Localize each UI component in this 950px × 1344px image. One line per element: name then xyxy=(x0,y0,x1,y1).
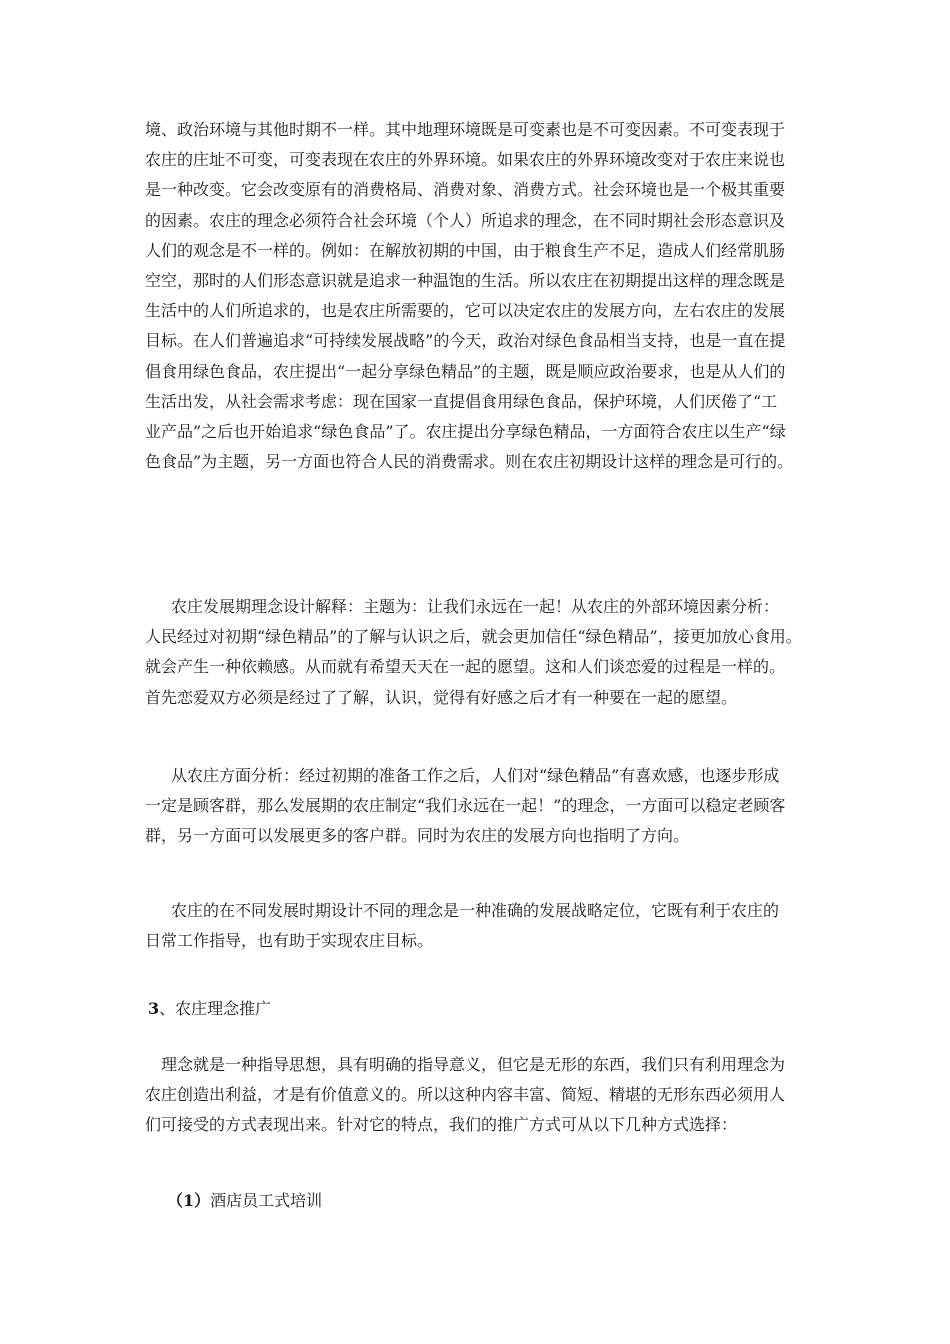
text-line: 们可接受的方式表现出来。针对它的特点，我们的推广方式可从以下几种方式选择： xyxy=(145,1115,738,1135)
text-line: 首先恋爱双方必须是经过了了解，认识，觉得有好感之后才有一种要在一起的愿望。 xyxy=(145,687,738,707)
text-line: 生活出发，从社会需求考虑：现在国家一直提倡食用绿色食品，保护环境，人们厌倦了“工 xyxy=(145,391,778,411)
text-line: 的因素。农庄的理念必须符合社会环境（个人）所追求的理念，在不同时期社会形态意识及 xyxy=(145,210,786,230)
subsection-number: （1） xyxy=(167,1191,211,1210)
section-number: 3 xyxy=(148,999,160,1018)
text-line: 倡食用绿色食品，农庄提出“一起分享绿色精品”的主题，既是顺应政治要求，也是从人们的 xyxy=(145,361,786,381)
paragraph-environment-analysis xyxy=(145,115,810,477)
text-line: 人们的观念是不一样的。例如：在解放初期的中国，由于粮食生产不足，造成人们经常肌肠 xyxy=(145,240,786,260)
text-line: 空空，那时的人们形态意识就是追求一种温饱的生活。所以农庄在初期提出这样的理念既是 xyxy=(145,270,786,290)
subsection-heading xyxy=(167,1188,322,1211)
section-heading xyxy=(148,996,271,1019)
text-line: 目标。在人们普遍追求“可持续发展战略”的今天，政治对绿色食品相当支持，也是一直在提 xyxy=(145,331,786,351)
text-line: 理念就是一种指导思想，具有明确的指导意义，但它是无形的东西，我们只有利用理念为 xyxy=(161,1055,786,1074)
text-line: 农庄创造出利益，才是有价值意义的。所以这种内容丰富、简短、精堪的无形东西必须用人 xyxy=(145,1085,786,1105)
paragraph-concept-promotion xyxy=(145,1050,810,1141)
text-line: 农庄的庄址不可变，可变表现在农庄的外界环境。如果农庄的外界环境改变对于农庄来说也 xyxy=(145,150,786,170)
paragraph-development-theme xyxy=(145,592,810,713)
text-line: 境、政治环境与其他时期不一样。其中地理环境既是可变素也是不可变因素。不可变表现于 xyxy=(145,120,786,139)
paragraph-strategy-summary xyxy=(145,896,810,956)
text-line: 农庄发展期理念设计解释：主题为：让我们永远在一起！从农庄的外部环境因素分析： xyxy=(171,597,780,616)
text-line: 色食品”为主题，另一方面也符合人民的消费需求。则在农庄初期设计这样的理念是可行的。 xyxy=(145,452,794,472)
section-title: 、农庄理念推广 xyxy=(159,999,272,1018)
text-line: 群，另一方面可以发展更多的客户群。同时为农庄的发展方向也指明了方向。 xyxy=(145,826,690,846)
text-line: 从农庄方面分析：经过初期的准备工作之后，人们对“绿色精品”有喜欢感，也逐步形成 xyxy=(171,766,780,785)
text-line: 农庄的在不同发展时期设计不同的理念是一种准确的发展战略定位，它既有利于农庄的 xyxy=(171,901,780,920)
text-line: 生活中的人们所追求的，也是农庄所需要的，它可以决定农庄的发展方向，左右农庄的发展 xyxy=(145,301,786,321)
text-line: 业产品”之后也开始追求“绿色食品”了。农庄提出分享绿色精品，一方面符合农庄以生产“绿 xyxy=(145,421,786,441)
text-line: 是一种改变。它会改变原有的消费格局、消费对象、消费方式。社会环境也是一个极其重要 xyxy=(145,180,786,200)
text-line: 日常工作指导，也有助于实现农庄目标。 xyxy=(145,931,434,951)
text-line: 就会产生一种依赖感。从而就有希望天天在一起的愿望。这和人们谈恋爱的过程是一样的。 xyxy=(145,657,786,677)
text-line: 人民经过对初期“绿色精品”的了解与认识之后，就会更加信任“绿色精品”，接更加放心食用。 xyxy=(145,627,802,647)
text-line: 一定是顾客群，那么发展期的农庄制定“我们永远在一起！”的理念，一方面可以稳定老顾客 xyxy=(145,796,786,816)
paragraph-farm-analysis xyxy=(145,761,810,852)
subsection-title: 酒店员工式培训 xyxy=(210,1191,323,1210)
